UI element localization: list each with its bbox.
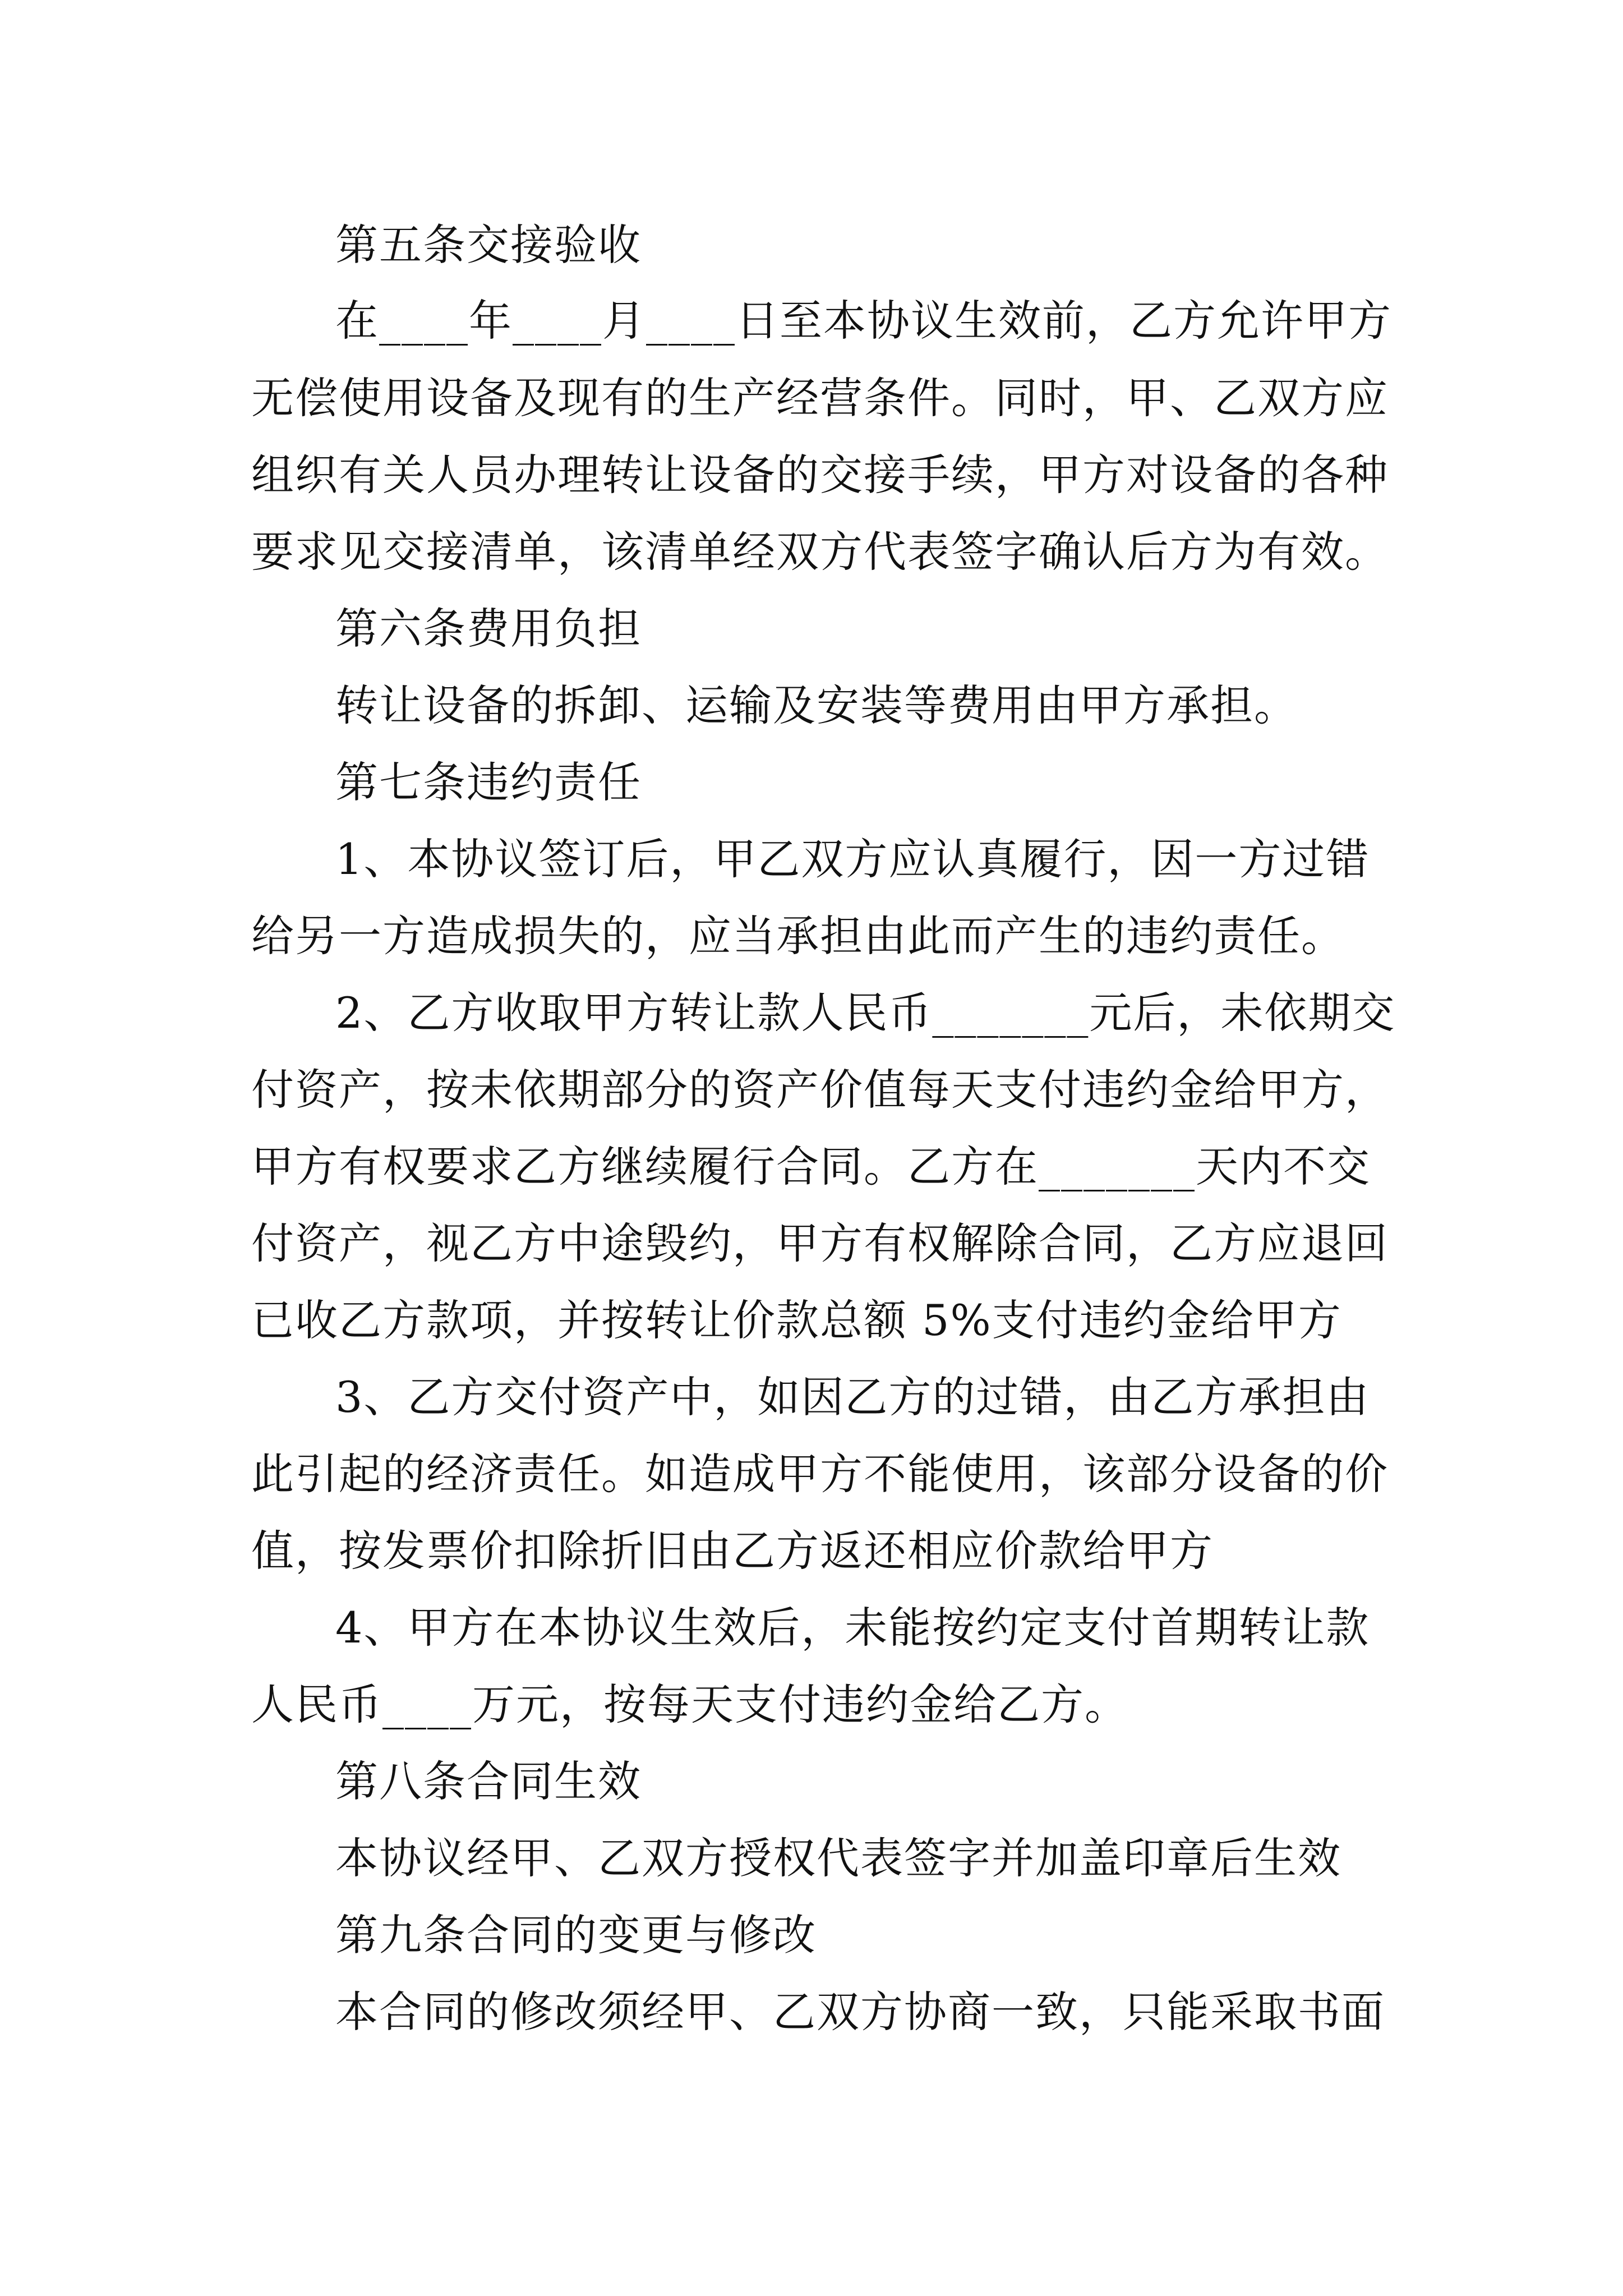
paragraph-line: 本合同的修改须经甲、乙双方协商一致，只能采取书面 xyxy=(335,1987,1385,2037)
article-5-heading: 第五条交接验收 xyxy=(335,220,642,270)
article-8-heading: 第八条合同生效 xyxy=(335,1756,642,1806)
article-7-heading: 第七条违约责任 xyxy=(335,757,642,807)
paragraph-line: 要求见交接清单，该清单经双方代表签字确认后方为有效。 xyxy=(251,527,1389,577)
paragraph-line: 2、乙方收取甲方转让款人民币_______元后，未依期交 xyxy=(335,988,1396,1038)
article-9-heading: 第九条合同的变更与修改 xyxy=(335,1910,817,1960)
article-6-heading: 第六条费用负担 xyxy=(335,604,642,654)
paragraph-line: 组织有关人员办理转让设备的交接手续，甲方对设备的各种 xyxy=(251,450,1389,500)
paragraph-line: 无偿使用设备及现有的生产经营条件。同时，甲、乙双方应 xyxy=(251,373,1389,423)
paragraph-line: 给另一方造成损失的，应当承担由此而产生的违约责任。 xyxy=(251,911,1345,961)
paragraph-line: 甲方有权要求乙方继续履行合同。乙方在_______天内不交 xyxy=(251,1142,1371,1191)
paragraph-line: 1、本协议签订后，甲乙双方应认真履行，因一方过错 xyxy=(335,834,1370,884)
paragraph-line: 转让设备的拆卸、运输及安装等费用由甲方承担。 xyxy=(335,680,1298,730)
paragraph-line: 付资产，按未依期部分的资产价值每天支付违约金给甲方， xyxy=(251,1065,1389,1115)
paragraph-line: 已收乙方款项，并按转让价款总额 5%支付违约金给甲方 xyxy=(251,1295,1342,1345)
paragraph-line: 付资产，视乙方中途毁约，甲方有权解除合同，乙方应退回 xyxy=(251,1218,1389,1268)
paragraph-line: 本协议经甲、乙双方授权代表签字并加盖印章后生效 xyxy=(335,1833,1341,1883)
paragraph-line: 值，按发票价扣除折旧由乙方返还相应价款给甲方 xyxy=(251,1526,1214,1576)
paragraph-line: 此引起的经济责任。如造成甲方不能使用，该部分设备的价 xyxy=(251,1449,1389,1499)
paragraph-line: 3、乙方交付资产中，如因乙方的过错，由乙方承担由 xyxy=(335,1372,1370,1422)
paragraph-line: 在____年____月____日至本协议生效前，乙方允许甲方 xyxy=(335,296,1392,346)
paragraph-line: 4、甲方在本协议生效后，未能按约定支付首期转让款 xyxy=(335,1603,1370,1653)
paragraph-line: 人民币____万元，按每天支付违约金给乙方。 xyxy=(251,1680,1128,1729)
